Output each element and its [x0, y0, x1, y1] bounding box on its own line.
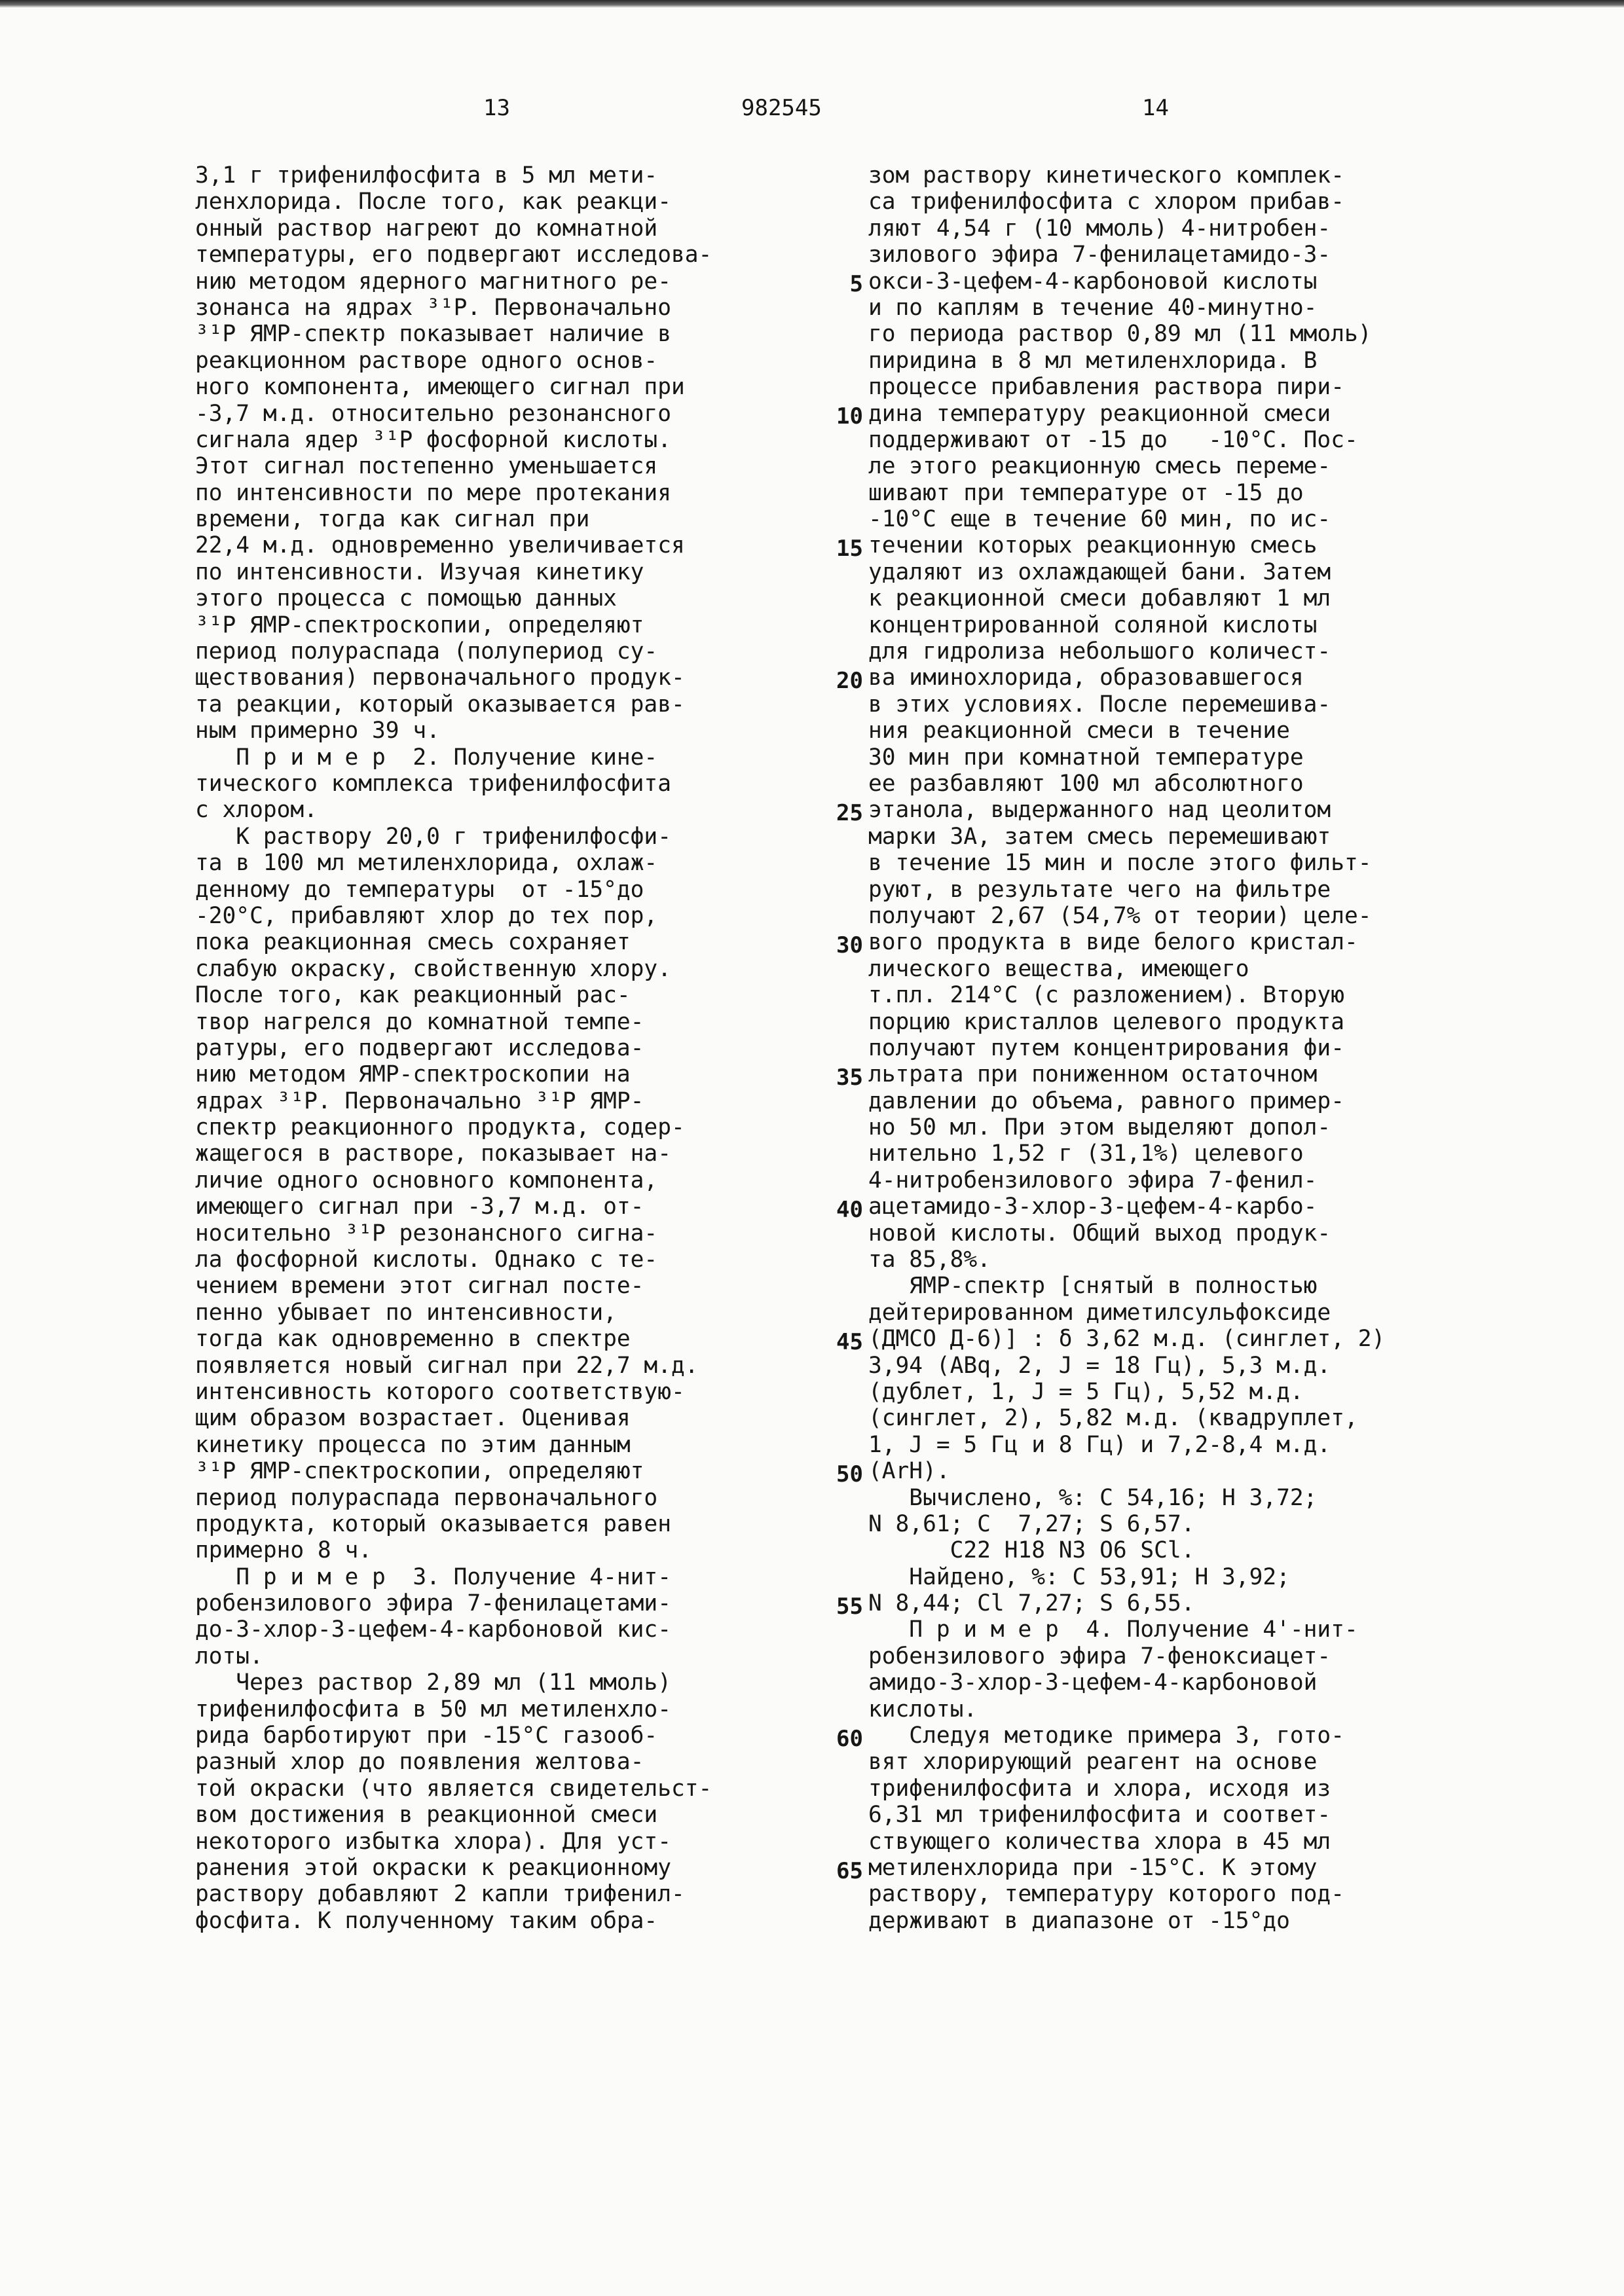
- text-line: интенсивность которого соответствую-: [195, 1378, 685, 1405]
- text-line: ее разбавляют 100 мл абсолютного: [868, 770, 1304, 797]
- text-line: та в 100 мл метиленхлорида, охлаж-: [195, 850, 658, 877]
- text-line: 6,31 мл трифенилфосфита и соответ-: [868, 1802, 1331, 1829]
- text-line: С22 Н18 N3 О6 SCl.: [868, 1537, 1195, 1564]
- text-line: щим образом возрастает. Оценивая: [195, 1405, 631, 1432]
- text-line: и по каплям в течение 40-минутно-: [868, 294, 1318, 321]
- text-line: ³¹Р ЯМР-спектр показывает наличие в: [195, 321, 671, 348]
- text-line: N 8,44; Cl 7,27; S 6,55.: [868, 1590, 1195, 1617]
- text-line: трифенилфосфита и хлора, исходя из: [868, 1775, 1331, 1802]
- text-line: трифенилфосфита в 50 мл метиленхло-: [195, 1696, 671, 1722]
- text-line: лического вещества, имеющего: [868, 955, 1249, 982]
- margin-line-number: 50: [836, 1461, 863, 1487]
- text-line: раствору, температуру которого под-: [868, 1881, 1344, 1908]
- text-line: -3,7 м.д. относительно резонансного: [195, 400, 671, 427]
- text-line: имеющего сигнал при -3,7 м.д. от-: [195, 1194, 644, 1220]
- text-line: Найдено, %: С 53,91; Н 3,92;: [868, 1563, 1290, 1590]
- text-line: вого продукта в виде белого кристал-: [868, 929, 1358, 956]
- page-number-right: 14: [1142, 95, 1169, 121]
- text-line: льтрата при пониженном остаточном: [868, 1061, 1318, 1088]
- text-line: лоты.: [195, 1643, 263, 1669]
- text-line: После того, как реакционный рас-: [195, 982, 631, 1009]
- text-line: ва иминохлорида, образовавшегося: [868, 665, 1304, 691]
- text-line: дейтерированном диметилсульфоксиде: [868, 1299, 1331, 1326]
- text-line: та 85,8%.: [868, 1247, 991, 1273]
- text-line: температуры, его подвергают исследова-: [195, 242, 712, 268]
- text-line: ленхлорида. После того, как реакци-: [195, 189, 671, 215]
- text-line: зом раствору кинетического комплек-: [868, 162, 1344, 189]
- text-line: период полураспада (полупериод су-: [195, 638, 658, 665]
- margin-line-number: 40: [836, 1196, 863, 1223]
- text-line: П р и м е р 2. Получение кине-: [195, 744, 658, 771]
- text-line: метиленхлорида при -15°С. К этому: [868, 1855, 1318, 1881]
- text-line: Следуя методике примера 3, гото-: [868, 1722, 1344, 1749]
- margin-line-number: 20: [836, 667, 863, 694]
- text-line: (синглет, 2), 5,82 м.д. (квадруплет,: [868, 1405, 1358, 1432]
- text-line: ядрах ³¹Р. Первоначально ³¹Р ЯМР-: [195, 1087, 644, 1114]
- text-line: ным примерно 39 ч.: [195, 718, 440, 744]
- text-line: 1, J = 5 Гц и 8 Гц) и 7,2-8,4 м.д.: [868, 1431, 1331, 1458]
- text-line: до-3-хлор-3-цефем-4-карбоновой кис-: [195, 1616, 671, 1643]
- text-line: получают 2,67 (54,7% от теории) целе-: [868, 902, 1372, 929]
- text-line: Вычислено, %: С 54,16; Н 3,72;: [868, 1484, 1318, 1511]
- text-line: -20°С, прибавляют хлор до тех пор,: [195, 902, 658, 929]
- margin-line-number: 25: [836, 799, 863, 826]
- margin-line-number: 35: [836, 1064, 863, 1091]
- text-line: чением времени этот сигнал посте-: [195, 1273, 644, 1300]
- text-line: Этот сигнал постепенно уменьшается: [195, 453, 658, 480]
- text-line: П р и м е р 3. Получение 4-нит-: [195, 1563, 671, 1590]
- text-line: ле этого реакционную смесь переме-: [868, 453, 1331, 480]
- text-line: по интенсивности по мере протекания: [195, 479, 671, 506]
- text-line: т.пл. 214°С (с разложением). Вторую: [868, 982, 1344, 1009]
- text-line: личие одного основного компонента,: [195, 1167, 658, 1194]
- left-text-column: [195, 162, 781, 1934]
- text-line: в этих условиях. После перемешива-: [868, 691, 1331, 718]
- text-line: онный раствор нагреют до комнатной: [195, 215, 658, 242]
- text-line: ного компонента, имеющего сигнал при: [195, 374, 685, 401]
- patent-number: 982545: [741, 95, 822, 121]
- margin-line-number: 30: [836, 932, 863, 958]
- margin-line-number: 55: [836, 1593, 863, 1620]
- text-line: примерно 8 ч.: [195, 1537, 373, 1564]
- margin-line-number: 15: [836, 535, 863, 562]
- text-line: ствующего количества хлора в 45 мл: [868, 1828, 1331, 1855]
- text-line: Через раствор 2,89 мл (11 ммоль): [195, 1669, 671, 1696]
- text-line: амидо-3-хлор-3-цефем-4-карбоновой: [868, 1669, 1318, 1696]
- right-text-column: [868, 162, 1454, 1934]
- text-line: порцию кристаллов целевого продукта: [868, 1008, 1344, 1035]
- text-line: го периода раствор 0,89 мл (11 ммоль): [868, 321, 1372, 348]
- text-line: для гидролиза небольшого количест-: [868, 638, 1331, 665]
- text-line: той окраски (что является свидетельст-: [195, 1775, 712, 1802]
- text-line: период полураспада первоначального: [195, 1484, 658, 1511]
- text-line: та реакции, который оказывается рав-: [195, 691, 685, 718]
- text-line: (дублет, 1, J = 5 Гц), 5,52 м.д.: [868, 1378, 1304, 1405]
- text-line: ранения этой окраски к реакционному: [195, 1855, 671, 1881]
- margin-line-number: 60: [836, 1725, 863, 1752]
- text-line: пенно убывает по интенсивности,: [195, 1299, 617, 1326]
- text-line: 22,4 м.д. одновременно увеличивается: [195, 532, 685, 559]
- text-line: пиридина в 8 мл метиленхлорида. В: [868, 347, 1318, 374]
- text-line: робензилового эфира 7-феноксиацет-: [868, 1643, 1331, 1669]
- text-line: концентрированной соляной кислоты: [868, 611, 1318, 638]
- text-line: (АrН).: [868, 1458, 950, 1485]
- text-line: тогда как одновременно в спектре: [195, 1326, 631, 1353]
- text-line: N 8,61; С 7,27; S 6,57.: [868, 1510, 1195, 1537]
- text-line: ацетамидо-3-хлор-3-цефем-4-карбо-: [868, 1194, 1318, 1220]
- text-line: некоторого избытка хлора). Для уст-: [195, 1828, 671, 1855]
- text-line: зилового эфира 7-фенилацетамидо-3-: [868, 242, 1331, 268]
- text-line: к реакционной смеси добавляют 1 мл: [868, 585, 1331, 612]
- text-line: но 50 мл. При этом выделяют допол-: [868, 1114, 1331, 1141]
- text-line: нию методом ЯМР-спектроскопии на: [195, 1061, 631, 1088]
- text-line: шивают при температуре от -15 до: [868, 479, 1304, 506]
- text-line: держивают в диапазоне от -15°до: [868, 1907, 1290, 1934]
- text-line: 4-нитробензилового эфира 7-фенил-: [868, 1167, 1318, 1194]
- text-line: носительно ³¹Р резонансного сигна-: [195, 1220, 658, 1247]
- text-line: сигнала ядер ³¹Р фосфорной кислоты.: [195, 426, 671, 453]
- text-line: рида барботируют при -15°С газооб-: [195, 1722, 658, 1749]
- margin-line-number: 65: [836, 1857, 863, 1884]
- text-line: в течение 15 мин и после этого фильт-: [868, 850, 1372, 877]
- text-line: процессе прибавления раствора пири-: [868, 374, 1344, 401]
- text-line: (ДМСО Д-6)] : δ 3,62 м.д. (синглет, 2): [868, 1326, 1386, 1353]
- text-line: 3,1 г трифенилфосфита в 5 мл мети-: [195, 162, 658, 189]
- text-line: продукта, который оказывается равен: [195, 1510, 671, 1537]
- text-line: ла фосфорной кислоты. Однако с те-: [195, 1247, 658, 1273]
- text-line: робензилового эфира 7-фенилацетами-: [195, 1590, 671, 1617]
- text-line: давлении до объема, равного пример-: [868, 1087, 1344, 1114]
- text-line: разный хлор до появления желтова-: [195, 1749, 644, 1776]
- text-line: окси-3-цефем-4-карбоновой кислоты: [868, 268, 1318, 295]
- text-line: раствору добавляют 2 капли трифенил-: [195, 1881, 685, 1908]
- text-line: по интенсивности. Изучая кинетику: [195, 558, 644, 585]
- text-line: течении которых реакционную смесь: [868, 532, 1318, 559]
- text-line: ЯМР-спектр [снятый в полностью: [868, 1273, 1318, 1300]
- text-line: руют, в результате чего на фильтре: [868, 876, 1331, 903]
- text-line: ратуры, его подвергают исследова-: [195, 1034, 644, 1061]
- text-line: реакционном растворе одного основ-: [195, 347, 658, 374]
- text-line: новой кислоты. Общий выход продук-: [868, 1220, 1331, 1247]
- text-line: этого процесса с помощью данных: [195, 585, 617, 612]
- text-line: слабую окраску, свойственную хлору.: [195, 955, 671, 982]
- text-line: кислоты.: [868, 1696, 978, 1722]
- margin-line-number: 5: [849, 270, 863, 297]
- text-line: с хлором.: [195, 797, 318, 824]
- text-line: удаляют из охлаждающей бани. Затем: [868, 558, 1331, 585]
- margin-line-number: 10: [836, 403, 863, 429]
- text-line: этанола, выдержанного над цеолитом: [868, 797, 1331, 824]
- text-line: вят хлорирующий реагент на основе: [868, 1749, 1318, 1776]
- text-line: времени, тогда как сигнал при: [195, 506, 590, 533]
- text-line: ния реакционной смеси в течение: [868, 718, 1290, 744]
- text-line: ³¹Р ЯМР-спектроскопии, определяют: [195, 611, 644, 638]
- text-line: -10°С еще в течение 60 мин, по ис-: [868, 506, 1331, 533]
- text-line: денному до температуры от -15°до: [195, 876, 644, 903]
- text-line: марки 3А, затем смесь перемешивают: [868, 823, 1331, 850]
- text-line: П р и м е р 4. Получение 4'-нит-: [868, 1616, 1358, 1643]
- text-line: спектр реакционного продукта, содер-: [195, 1114, 685, 1141]
- text-line: К раствору 20,0 г трифенилфосфи-: [195, 823, 671, 850]
- text-line: появляется новый сигнал при 22,7 м.д.: [195, 1352, 699, 1379]
- text-line: вом достижения в реакционной смеси: [195, 1802, 658, 1829]
- text-line: дина температуру реакционной смеси: [868, 400, 1331, 427]
- margin-line-number: 45: [836, 1328, 863, 1355]
- text-line: нию методом ядерного магнитного ре-: [195, 268, 671, 295]
- text-line: тического комплекса трифенилфосфита: [195, 770, 671, 797]
- text-line: жащегося в растворе, показывает на-: [195, 1140, 671, 1167]
- text-line: ществования) первоначального продук-: [195, 665, 685, 691]
- text-line: пока реакционная смесь сохраняет: [195, 929, 631, 956]
- text-line: 30 мин при комнатной температуре: [868, 744, 1304, 771]
- text-line: кинетику процесса по этим данным: [195, 1431, 631, 1458]
- scan-top-edge: [0, 0, 1624, 8]
- text-line: ³¹Р ЯМР-спектроскопии, определяют: [195, 1458, 644, 1485]
- text-line: са трифенилфосфита с хлором прибав-: [868, 189, 1344, 215]
- text-line: нительно 1,52 г (31,1%) целевого: [868, 1140, 1304, 1167]
- text-line: фосфита. К полученному таким обра-: [195, 1907, 658, 1934]
- text-line: поддерживают от -15 до -10°С. Пос-: [868, 426, 1358, 453]
- text-line: 3,94 (АВq, 2, J = 18 Гц), 5,3 м.д.: [868, 1352, 1331, 1379]
- page-number-left: 13: [483, 95, 510, 121]
- text-line: получают путем концентрирования фи-: [868, 1034, 1344, 1061]
- text-line: ляют 4,54 г (10 ммоль) 4-нитробен-: [868, 215, 1331, 242]
- text-line: зонанса на ядрах ³¹Р. Первоначально: [195, 294, 671, 321]
- text-line: твор нагрелся до комнатной темпе-: [195, 1008, 644, 1035]
